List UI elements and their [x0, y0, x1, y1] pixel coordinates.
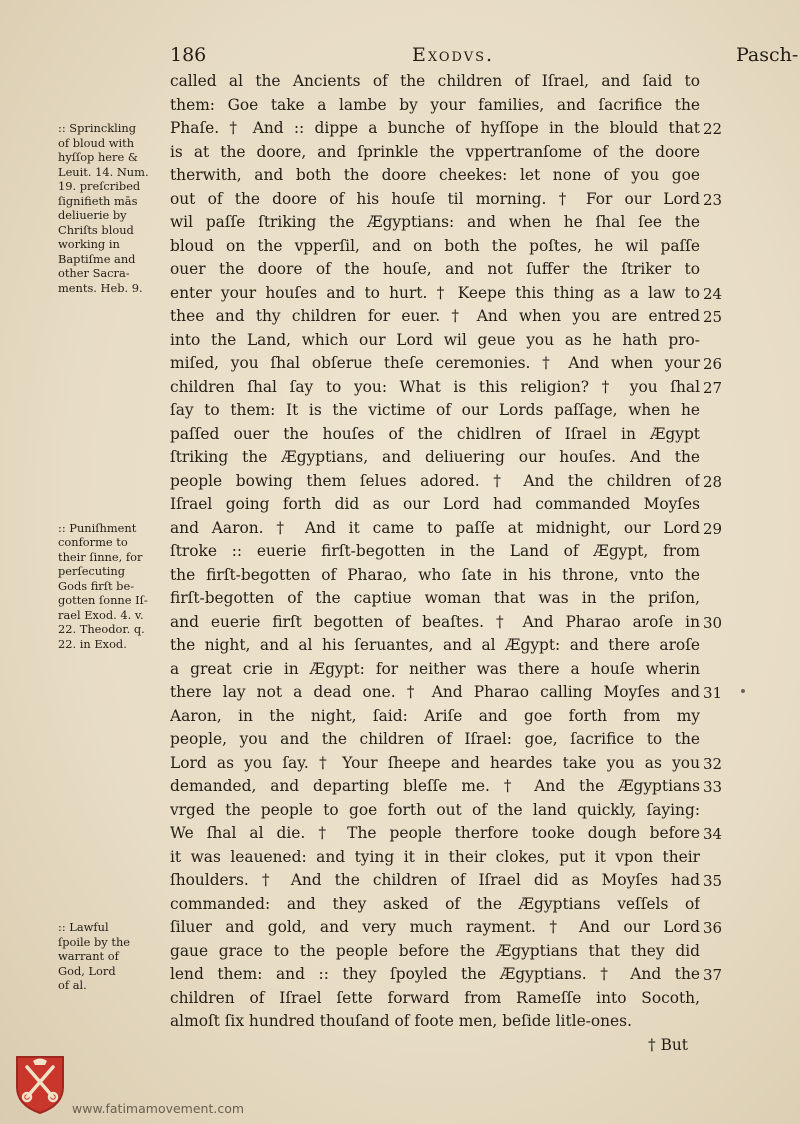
margin-note-line: perſecuting	[58, 564, 125, 578]
margin-note-line: :: Sprinckling	[58, 121, 137, 135]
text-line: enter your houſes and to hurt. † Keepe this thing as a law to	[170, 283, 700, 302]
papal-keys-shield-icon	[13, 1053, 67, 1115]
text-line: and Aaron. † And it came to paſſe at midnight, our Lord	[170, 518, 700, 537]
margin-note-line: deliuerie by	[58, 208, 127, 222]
margin-note	[58, 521, 170, 652]
margin-note-line: Leuit. 14. Num.	[58, 164, 149, 179]
margin-note-line: ſpoile by the	[58, 934, 131, 949]
text-line: firſt-begotten of the captiue woman that was in the priſon,	[170, 589, 700, 607]
verse-number: 31	[703, 684, 723, 702]
running-title: Exodvs.	[412, 44, 495, 66]
margin-note-line: ſignifieth mās	[58, 193, 138, 208]
margin-note-line: their ſinne, for	[58, 549, 143, 564]
verse-number: 25	[703, 308, 723, 326]
text-line: them: Goe take a lambe by your families, and ſacrifice the	[170, 95, 700, 114]
verse-number: 33	[703, 778, 723, 796]
margin-note-line: Chriſts bloud	[58, 222, 134, 237]
margin-note-line: 22. Theodor. q.	[58, 622, 145, 636]
verse-number: 37	[703, 966, 723, 984]
text-line: people, you and the children of Iſrael: goe, ſacrifice to the	[170, 730, 700, 748]
text-line: a great crie in Ægypt: for neither was there a houſe wherin	[170, 659, 700, 678]
margin-note-line: working in	[58, 237, 120, 251]
text-line: out of the doore of his houſe til morning. † For our Lord	[170, 189, 700, 208]
verse-number: 30	[703, 613, 723, 632]
text-line: the firſt-begotten of Pharao, who ſate in his throne, vnto the	[170, 565, 700, 584]
text-line: paſſed ouer the houſes of the chidlren of Iſrael in Ægypt	[170, 424, 700, 443]
verse-number: 36	[703, 919, 723, 937]
ink-dot	[741, 689, 745, 693]
text-line: demanded, and departing bleſſe me. † And the Ægyptians	[170, 777, 700, 795]
margin-note	[58, 121, 170, 295]
text-line: Phaſe. † And :: dippe a bunche of hyſſope in the blould that	[170, 119, 700, 137]
text-line: ſtroke :: euerie firſt-begotten in the Land of Ægypt, from	[170, 542, 700, 560]
text-line: people bowing them ſelues adored. † And the children of	[170, 471, 700, 490]
verse-number: 32	[703, 754, 723, 773]
text-line: Lord as you ſay. † Your ſheepe and heardes take you as you	[170, 753, 700, 772]
text-line: lend them: and :: they ſpoyled the Ægyptians. † And the	[170, 965, 700, 983]
margin-note-line: Baptiſme and	[58, 251, 136, 266]
text-line: therwith, and both the doore cheekes: let none of you goe	[170, 166, 700, 184]
text-line: there lay not a dead one. † And Pharao calling Moyſes and	[170, 683, 700, 701]
watermark-url: www.fatimamovement.com	[72, 1101, 245, 1116]
footer-catchword: † But	[648, 1035, 688, 1054]
verse-number: 23	[703, 190, 723, 209]
text-line: commanded: and they asked of the Ægyptians veſſels of	[170, 894, 700, 913]
verse-number: 29	[703, 519, 723, 538]
verse-number: 28	[703, 472, 723, 491]
text-line: thee and thy children for euer. † And when you are entred	[170, 307, 700, 325]
text-line: wil paſſe ſtriking the Ægyptians: and when he ſhal ſee the	[170, 213, 700, 231]
verse-number: 34	[703, 825, 723, 843]
text-line: and euerie firſt begotten of beaſtes. † And Pharao aroſe in	[170, 612, 700, 631]
margin-note-line: 19. preſcribed	[58, 179, 141, 193]
header-catchword: Pasch-	[736, 44, 799, 66]
margin-note-line: gotten ſonne Iſ-	[58, 593, 148, 607]
text-line: Aaron, in the night, ſaid: Ariſe and goe forth from my	[170, 706, 700, 725]
text-line: We ſhal al die. † The people therfore tooke dough before	[170, 824, 700, 842]
margin-note-line: conforme to	[58, 535, 128, 549]
margin-note-line: of bloud with	[58, 135, 135, 150]
margin-note-line: God, Lord	[58, 963, 116, 978]
verse-number: 22	[703, 120, 723, 138]
margin-note-line: warrant of	[58, 949, 119, 963]
margin-note-line: :: Lawful	[58, 920, 109, 934]
verse-number: 24	[703, 284, 723, 303]
text-line: it was leauened: and tying it in their clokes, put it vpon their	[170, 847, 700, 866]
margin-note-line: ments. Heb. 9.	[58, 280, 143, 295]
margin-note-line: of al.	[58, 978, 87, 992]
verse-number: 35	[703, 872, 723, 890]
verse-number: 27	[703, 378, 723, 397]
text-line: into the Land, which our Lord wil geue you as he hath pro-	[170, 330, 700, 349]
margin-note	[58, 920, 170, 993]
text-line: bloud on the vpperſil, and on both the poſtes, he wil paſſe	[170, 236, 700, 255]
margin-note-line: hyſſop here &	[58, 150, 138, 164]
text-line: is at the doore, and ſprinkle the vppertranſome of the doore	[170, 142, 700, 161]
text-line: children of Iſrael ſette forward from Rameſſe into Socoth,	[170, 988, 700, 1007]
text-line: vrged the people to goe forth out of the land quickly, ſaying:	[170, 800, 700, 819]
text-line: ſiluer and gold, and very much rayment. † And our Lord	[170, 918, 700, 936]
text-line: ſay to them: It is the victime of our Lords paſſage, when he	[170, 401, 700, 419]
verse-number: 26	[703, 355, 723, 373]
margin-note-line: Gods firſt be-	[58, 578, 135, 593]
body-text	[170, 70, 700, 1057]
margin-note-line: rael Exod. 4. v.	[58, 607, 144, 622]
text-line: children ſhal ſay to you: What is this religion? † you ſhal	[170, 377, 700, 396]
margin-note-line: :: Puniſhment	[58, 520, 137, 535]
text-line: gaue grace to the people before the Ægyptians that they did	[170, 941, 700, 960]
margin-note-line: other Sacra-	[58, 266, 130, 280]
text-line: miſed, you ſhal obſerue theſe ceremonies. † And when your	[170, 354, 700, 372]
text-line: ouer the doore of the houſe, and not ſuffer the ſtriker to	[170, 260, 700, 278]
text-line: called al the Ancients of the children of Iſrael, and ſaid to	[170, 72, 700, 90]
text-line: almoſt ſix hundred thouſand of foote men, beſide litle-ones.	[170, 1012, 632, 1030]
text-line: ſhoulders. † And the children of Iſrael did as Moyſes had	[170, 871, 700, 889]
text-line: ſtriking the Ægyptians, and deliuering our houſes. And the	[170, 448, 700, 466]
margin-note-line: 22. in Exod.	[58, 636, 127, 651]
page-number: 186	[170, 44, 207, 66]
text-line: the night, and al his ſeruantes, and al Ægypt: and there aroſe	[170, 636, 700, 654]
text-line: Iſrael going forth did as our Lord had commanded Moyſes	[170, 495, 700, 513]
